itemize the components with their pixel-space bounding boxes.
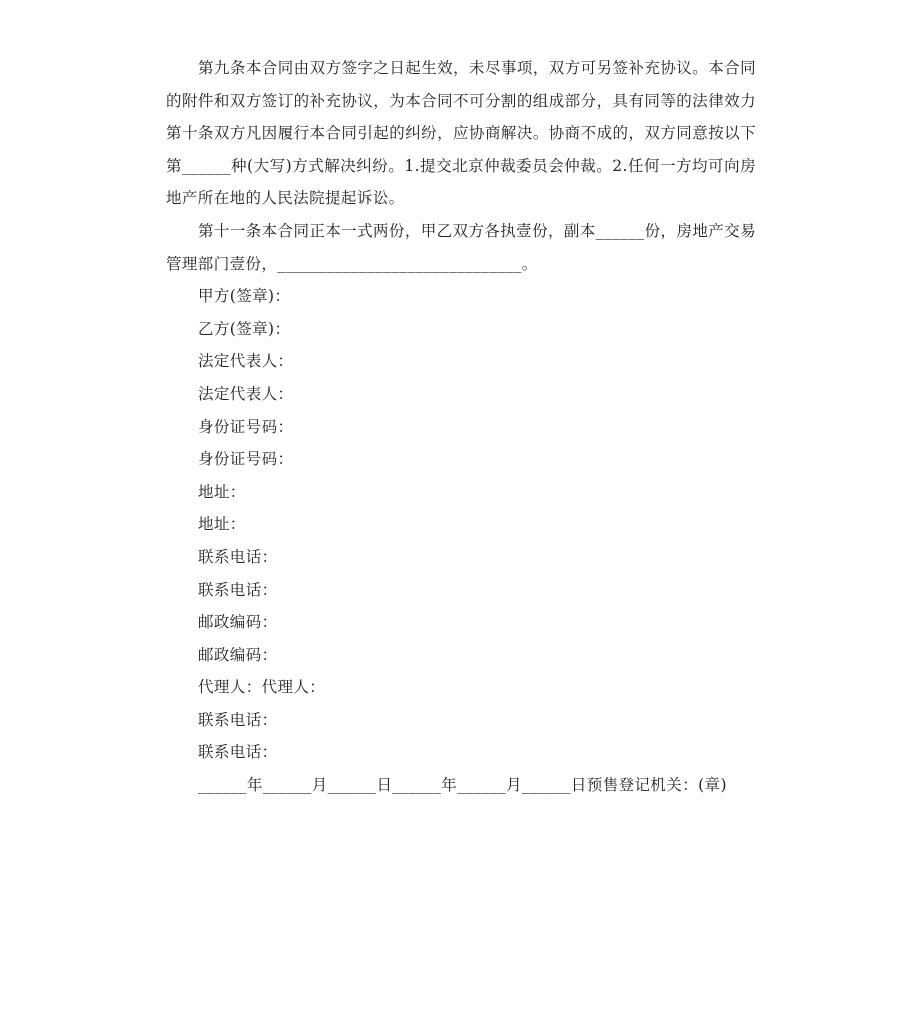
document-page bbox=[166, 52, 756, 802]
phone-line: 联系电话： bbox=[198, 710, 278, 729]
party-a-signature-line: 甲方(签章)： bbox=[198, 287, 291, 306]
id-number-line: 身份证号码： bbox=[198, 450, 294, 469]
date-line: ______年______月______日______年______月______日预售登记机关：(章) bbox=[198, 776, 727, 795]
address-line: 地址： bbox=[198, 482, 246, 501]
phone-line: 联系电话： bbox=[198, 547, 278, 566]
postal-code-line: 邮政编码： bbox=[198, 613, 278, 632]
signature-block bbox=[166, 280, 756, 769]
agent-line: 代理人：代理人： bbox=[198, 678, 326, 697]
id-number-line: 身份证号码： bbox=[198, 417, 294, 436]
phone-line: 联系电话： bbox=[198, 580, 278, 599]
address-line: 地址： bbox=[198, 515, 246, 534]
article-9-10-paragraph: 第九条本合同由双方签字之日起生效，未尽事项，双方可另签补充协议。本合同的附件和双方签订的补充协议，为本合同不可分割的组成部分，具有同等的法律效力第十条双方凡因履行本合同引起的纠纷，应协商解决。协商不成的，双方同意按以下第______种(大写)方式解决纠纷。1.提交北京仲裁委员会仲裁。2.任何一方均可向房地产所在地的人民法院提起诉讼。 bbox=[166, 59, 756, 208]
party-b-signature-line: 乙方(签章)： bbox=[198, 319, 291, 338]
legal-representative-line: 法定代表人： bbox=[198, 352, 294, 371]
phone-line: 联系电话： bbox=[198, 743, 278, 762]
article-11-paragraph: 第十一条本合同正本一式两份，甲乙双方各执壹份，副本______份，房地产交易管理部门壹份，______________________________。 bbox=[166, 221, 756, 273]
legal-representative-line: 法定代表人： bbox=[198, 384, 294, 403]
postal-code-line: 邮政编码： bbox=[198, 645, 278, 664]
